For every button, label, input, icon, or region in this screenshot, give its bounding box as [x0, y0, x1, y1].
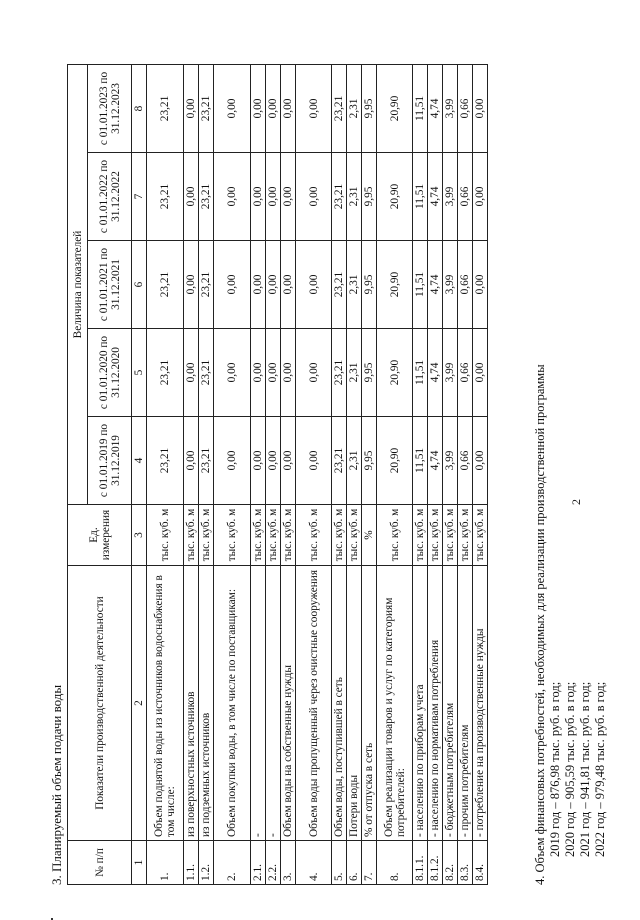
row-value: 20,90: [377, 64, 413, 152]
row-indicator: Объем воды на собственные нужды: [281, 566, 296, 841]
header-unit: Ед. измерения: [68, 505, 132, 566]
row-value: 23,21: [147, 241, 184, 329]
row-value: 11,51: [413, 64, 428, 152]
row-number: 8.: [377, 841, 413, 885]
row-value: 0,00: [184, 64, 199, 152]
row-number: 2.2.: [266, 841, 281, 885]
row-value: 11,51: [413, 153, 428, 241]
table-row: [347, 64, 362, 884]
row-value: 23,21: [332, 329, 347, 417]
row-value: 23,21: [199, 241, 214, 329]
row-indicator: Объем поднятой воды из источников водоснабжения в том числе:: [147, 566, 184, 841]
row-value: 0,00: [214, 241, 251, 329]
row-value: 9,95: [362, 153, 377, 241]
row-value: 11,51: [413, 241, 428, 329]
row-value: 2,31: [347, 417, 362, 505]
row-value: 0,00: [296, 241, 332, 329]
notes-title: 4. Объем финансовых потребностей, необходимых для реализации производственной программы: [533, 364, 547, 885]
header-period: с 01.01.2020 по 31.12.2020: [88, 329, 132, 417]
row-indicator: - населению по нормативам потребления: [428, 566, 443, 841]
row-value: 23,21: [332, 417, 347, 505]
row-value: 2,31: [347, 241, 362, 329]
row-unit: тыс. куб. м: [266, 505, 281, 566]
row-value: 0,00: [251, 417, 266, 505]
rotated-content: [45, 45, 625, 885]
row-value: 0,00: [296, 64, 332, 152]
page-number: 2: [569, 499, 583, 505]
row-indicator: -: [251, 566, 266, 841]
row-indicator: - прочим потребителям: [458, 566, 473, 841]
row-indicator: из подземных источников: [199, 566, 214, 841]
row-value: 0,00: [266, 64, 281, 152]
row-value: 4,74: [428, 64, 443, 152]
row-number: 7.: [362, 841, 377, 885]
row-value: 0,00: [296, 417, 332, 505]
row-indicator: Потери воды: [347, 566, 362, 841]
table-row: [199, 64, 214, 884]
row-indicator: Объем воды пропущенный через очистные сооружения: [296, 566, 332, 841]
row-value: 0,00: [251, 64, 266, 152]
row-indicator: Объем покупки воды, в том числе по поставщикам:: [214, 566, 251, 841]
header-period: с 01.01.2019 по 31.12.2019: [88, 417, 132, 505]
table-row: [428, 64, 443, 884]
table-row: [443, 64, 458, 884]
row-value: 3,99: [443, 153, 458, 241]
notes-line: 2021 год – 941,81 тыс. руб. в год;: [578, 681, 592, 857]
row-number: 2.: [214, 841, 251, 885]
row-unit: %: [362, 505, 377, 566]
row-unit: тыс. куб. м: [443, 505, 458, 566]
row-number: 5.: [332, 841, 347, 885]
row-unit: тыс. куб. м: [413, 505, 428, 566]
row-value: 0,66: [458, 329, 473, 417]
row-number: 4.: [296, 841, 332, 885]
table-row: [214, 64, 251, 884]
table-row: [473, 64, 488, 884]
row-value: 0,66: [458, 64, 473, 152]
row-indicator: % от отпуска в сеть: [362, 566, 377, 841]
row-value: 0,00: [184, 329, 199, 417]
row-value: 0,66: [458, 241, 473, 329]
row-value: 23,21: [332, 64, 347, 152]
row-value: 0,00: [214, 417, 251, 505]
section-title: 3. Планируемый объем подачи воды: [49, 684, 64, 885]
row-value: 23,21: [199, 64, 214, 152]
row-indicator: Объем воды, поступившей в сеть: [332, 566, 347, 841]
row-number: 8.4.: [473, 841, 488, 885]
row-value: 0,00: [281, 417, 296, 505]
row-value: 0,00: [473, 153, 488, 241]
row-indicator: -: [266, 566, 281, 841]
row-number: 1.1.: [184, 841, 199, 885]
row-number: 1.: [147, 841, 184, 885]
row-unit: тыс. куб. м: [347, 505, 362, 566]
row-value: 4,74: [428, 153, 443, 241]
notes-line: 2022 год – 979,48 тыс. руб. в год;: [593, 681, 607, 857]
row-unit: тыс. куб. м: [332, 505, 347, 566]
header-num: № п/п: [68, 841, 132, 885]
row-number: 8.1.1.: [413, 841, 428, 885]
row-value: 9,95: [362, 241, 377, 329]
row-value: 20,90: [377, 241, 413, 329]
table-row: [377, 64, 413, 884]
row-value: 0,00: [473, 241, 488, 329]
row-number: 8.3.: [458, 841, 473, 885]
row-unit: тыс. куб. м: [199, 505, 214, 566]
row-unit: тыс. куб. м: [458, 505, 473, 566]
table-body: [147, 64, 488, 884]
column-number: 6: [132, 241, 147, 329]
column-number: 1: [132, 841, 147, 885]
row-value: 0,00: [281, 64, 296, 152]
column-number: 5: [132, 329, 147, 417]
row-value: 0,00: [296, 329, 332, 417]
row-unit: тыс. куб. м: [214, 505, 251, 566]
column-number-row: [132, 64, 147, 884]
row-value: 4,74: [428, 329, 443, 417]
table-row: [281, 64, 296, 884]
row-number: 2.1.: [251, 841, 266, 885]
table-row: [184, 64, 199, 884]
column-number: 3: [132, 505, 147, 566]
row-indicator: - бюджетным потребителям: [443, 566, 458, 841]
row-value: 23,21: [199, 329, 214, 417]
row-value: 0,00: [184, 241, 199, 329]
row-value: 0,00: [281, 153, 296, 241]
table-row: [362, 64, 377, 884]
row-indicator: из поверхностных источников: [184, 566, 199, 841]
row-value: 23,21: [199, 417, 214, 505]
row-value: 0,00: [281, 241, 296, 329]
row-unit: тыс. куб. м: [281, 505, 296, 566]
header-period: с 01.01.2021 по 31.12.2021: [88, 241, 132, 329]
row-value: 0,00: [266, 417, 281, 505]
water-supply-table: [67, 64, 488, 885]
row-value: 0,00: [251, 241, 266, 329]
row-value: 0,00: [281, 329, 296, 417]
table-row: [251, 64, 266, 884]
row-value: 11,51: [413, 417, 428, 505]
table-row: [413, 64, 428, 884]
row-value: 0,00: [251, 329, 266, 417]
table-row: [266, 64, 281, 884]
column-number: 2: [132, 566, 147, 841]
row-number: 1.2.: [199, 841, 214, 885]
row-indicator: - населению по приборам учета: [413, 566, 428, 841]
row-value: 20,90: [377, 417, 413, 505]
row-value: 23,21: [147, 329, 184, 417]
row-value: 0,00: [184, 417, 199, 505]
row-value: 0,00: [266, 241, 281, 329]
row-value: 0,00: [184, 153, 199, 241]
row-number: 6.: [347, 841, 362, 885]
row-value: 0,00: [214, 64, 251, 152]
row-value: 3,99: [443, 417, 458, 505]
row-number: 8.2.: [443, 841, 458, 885]
row-indicator: Объем реализации товаров и услуг по категориям потребителей:: [377, 566, 413, 841]
column-number: 8: [132, 64, 147, 152]
row-value: 2,31: [347, 64, 362, 152]
row-value: 3,99: [443, 241, 458, 329]
row-value: 23,21: [332, 153, 347, 241]
table-row: [147, 64, 184, 884]
table-row: [458, 64, 473, 884]
row-value: 2,31: [347, 329, 362, 417]
row-value: 3,99: [443, 329, 458, 417]
row-value: 9,95: [362, 64, 377, 152]
row-unit: тыс. куб. м: [184, 505, 199, 566]
row-value: 3,99: [443, 64, 458, 152]
column-number: 7: [132, 153, 147, 241]
header-period: с 01.01.2022 по 31.12.2022: [88, 153, 132, 241]
row-value: 0,00: [214, 153, 251, 241]
table-row: [332, 64, 347, 884]
row-unit: тыс. куб. м: [147, 505, 184, 566]
row-value: 0,00: [214, 329, 251, 417]
row-indicator: - потребление на производственные нужды: [473, 566, 488, 841]
row-value: 4,74: [428, 417, 443, 505]
row-value: 23,21: [147, 417, 184, 505]
header-indicator: Показатели производственной деятельности: [68, 566, 132, 841]
row-value: 4,74: [428, 241, 443, 329]
row-value: 23,21: [147, 64, 184, 152]
row-value: 23,21: [332, 241, 347, 329]
row-number: 8.1.2.: [428, 841, 443, 885]
row-value: 0,00: [266, 329, 281, 417]
row-number: 3.: [281, 841, 296, 885]
header-period: с 01.01.2023 по 31.12.2023: [88, 64, 132, 152]
row-unit: тыс. куб. м: [473, 505, 488, 566]
row-value: 20,90: [377, 329, 413, 417]
row-value: 9,95: [362, 329, 377, 417]
row-value: 20,90: [377, 153, 413, 241]
row-value: 0,00: [473, 329, 488, 417]
row-value: 0,00: [473, 417, 488, 505]
row-value: 23,21: [147, 153, 184, 241]
row-value: 0,00: [251, 153, 266, 241]
header-group: Величина показателей: [68, 64, 88, 504]
row-value: 0,00: [266, 153, 281, 241]
notes-line: 2020 год – 905,59 тыс. руб. в год;: [563, 681, 577, 857]
row-value: 9,95: [362, 417, 377, 505]
row-unit: тыс. куб. м: [428, 505, 443, 566]
row-unit: тыс. куб. м: [251, 505, 266, 566]
notes-line: 2019 год – 876,98 тыс. руб. в год;: [548, 681, 562, 857]
row-unit: тыс. куб. м: [296, 505, 332, 566]
row-value: 23,21: [199, 153, 214, 241]
row-value: 0,66: [458, 153, 473, 241]
financial-notes: [533, 364, 608, 885]
table-row: [296, 64, 332, 884]
row-value: 0,00: [473, 64, 488, 152]
row-unit: тыс. куб. м: [377, 505, 413, 566]
column-number: 4: [132, 417, 147, 505]
row-value: 0,00: [296, 153, 332, 241]
row-value: 11,51: [413, 329, 428, 417]
row-value: 0,66: [458, 417, 473, 505]
row-value: 2,31: [347, 153, 362, 241]
